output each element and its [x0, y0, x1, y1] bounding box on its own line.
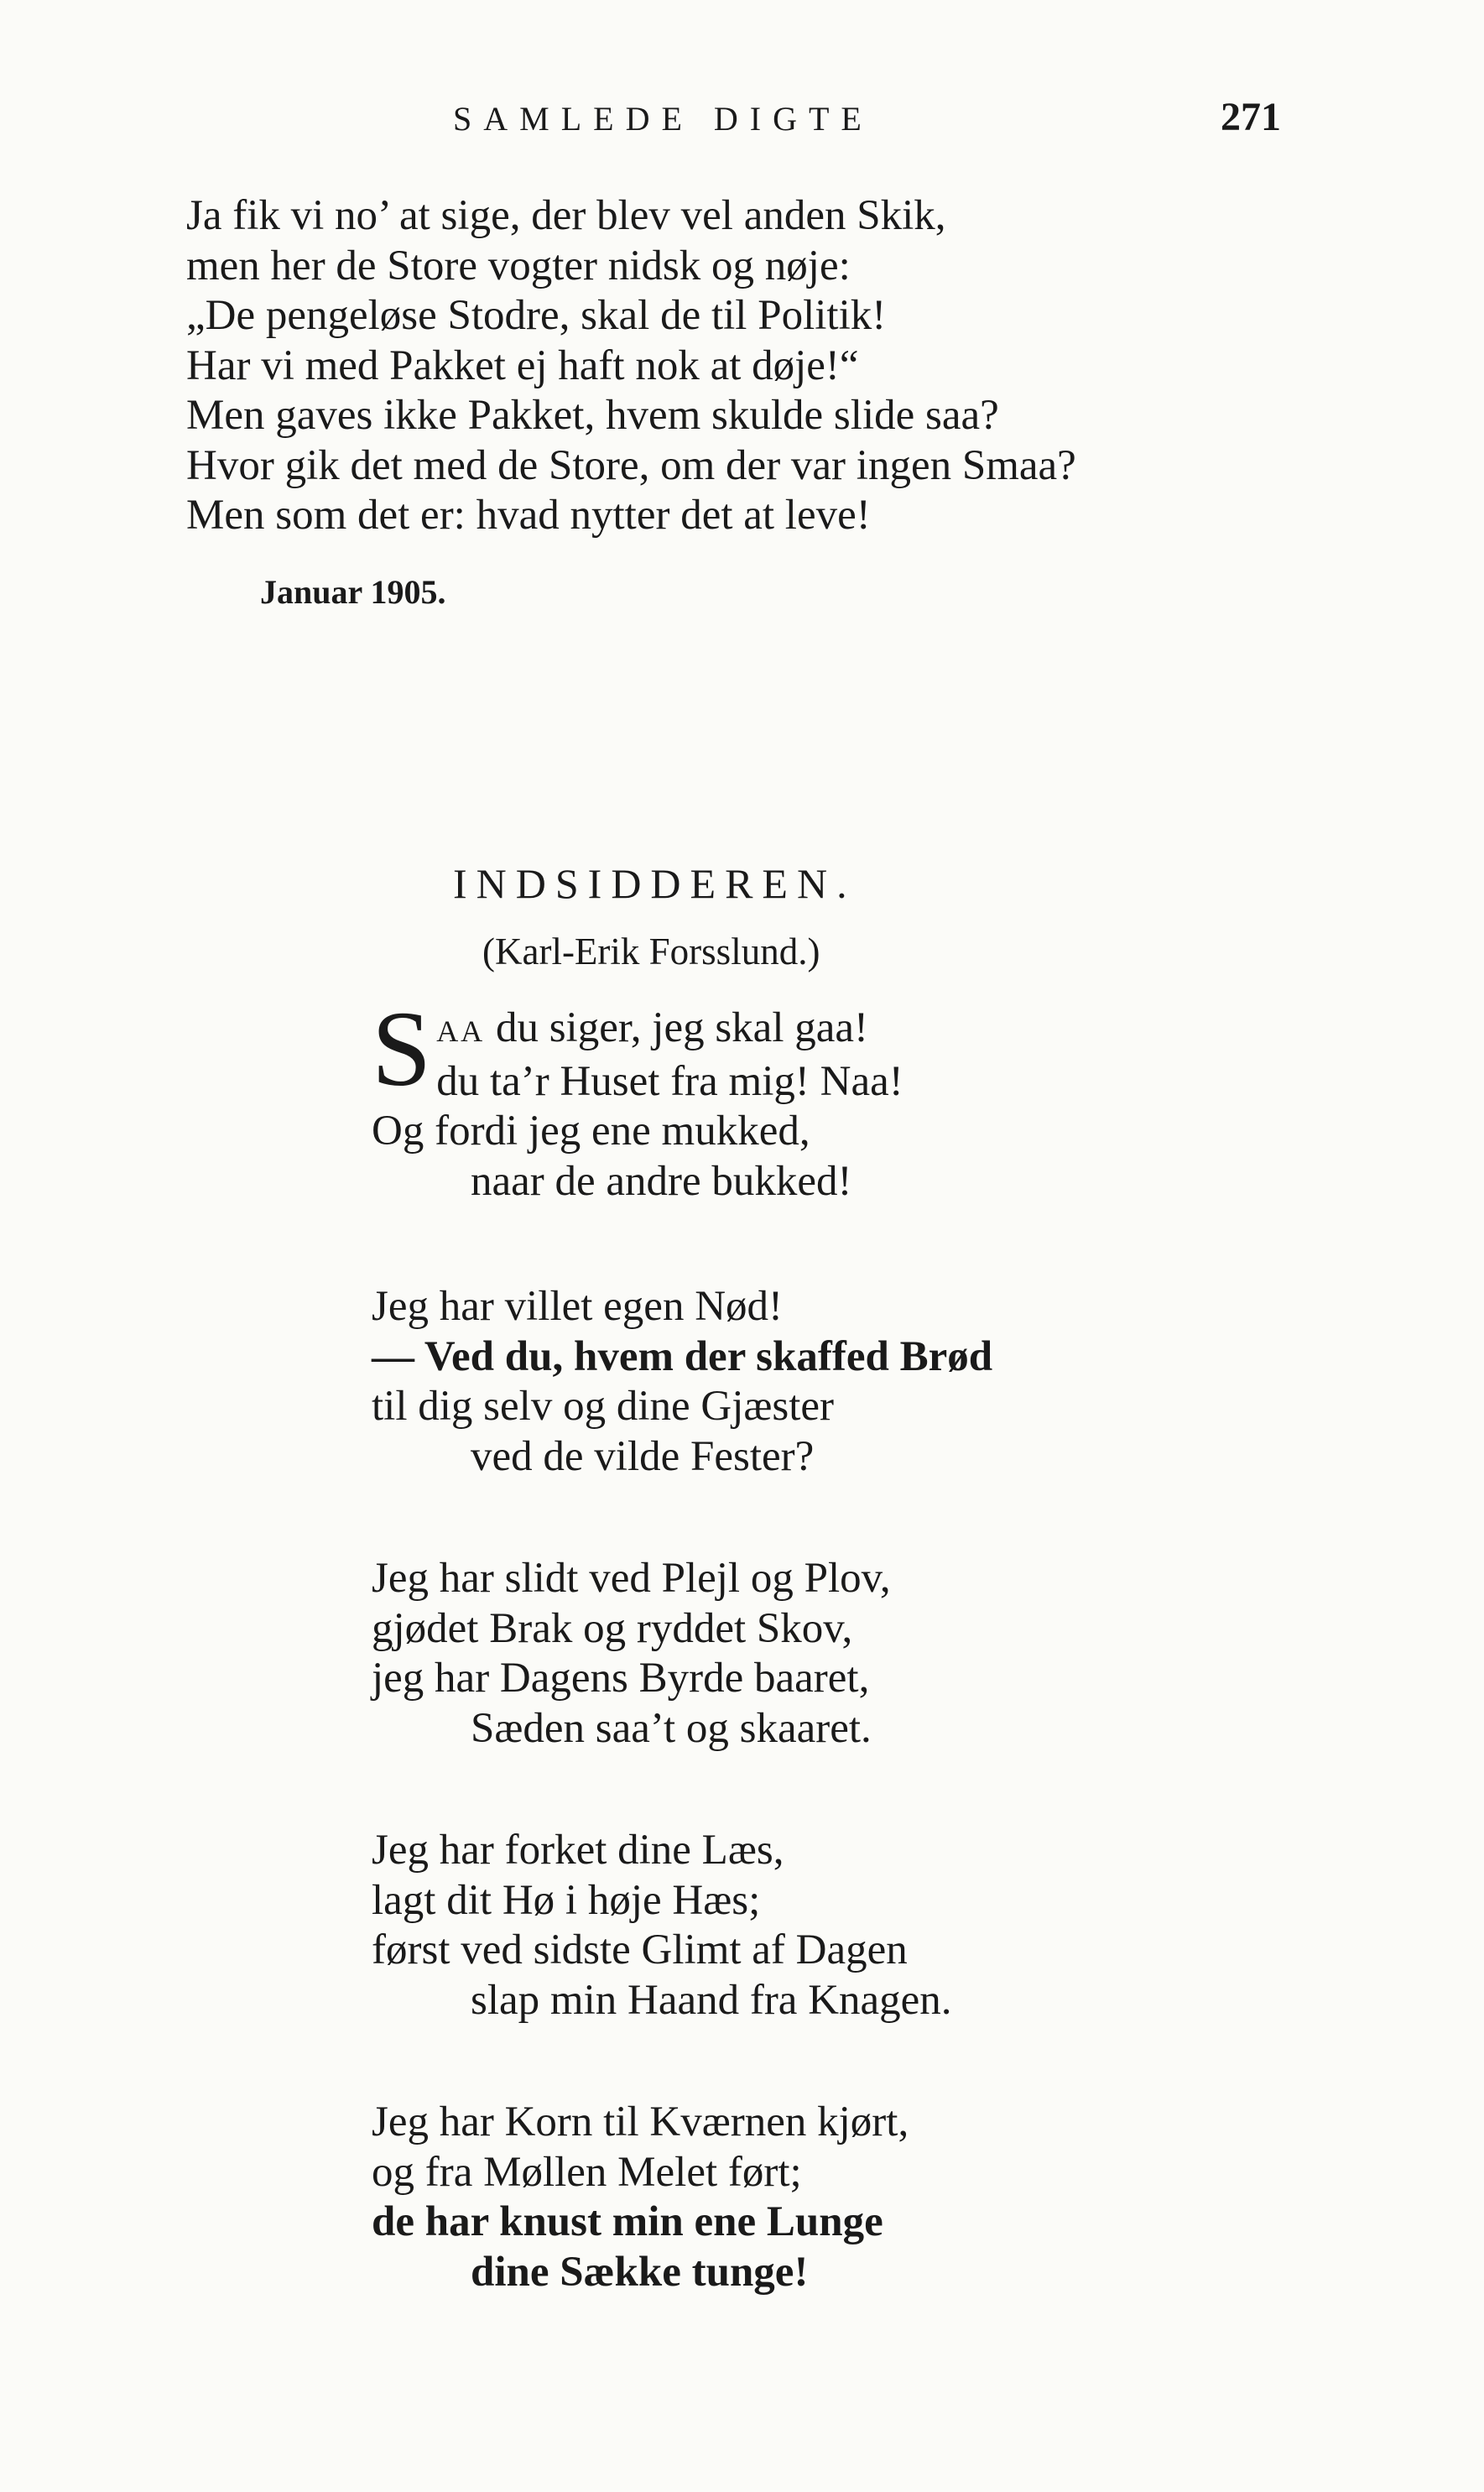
poem-line: Ja fik vi no’ at sige, der blev vel anden Skik, — [186, 192, 946, 239]
poem-line: lagt dit Hø i høje Hæs; — [372, 1876, 761, 1924]
stanza-3 — [372, 1554, 891, 1754]
poem-line: Jeg har slidt ved Plejl og Plov, — [372, 1555, 891, 1602]
poem-line: Og fordi jeg ene mukked, — [372, 1108, 810, 1155]
poem-line: ved de vilde Fester? — [471, 1432, 815, 1480]
poem-line: og fra Møllen Melet ført; — [372, 2148, 802, 2196]
poem-line: Men som det er: hvad nytter det at leve! — [186, 492, 871, 539]
poem-continuation — [186, 191, 1076, 541]
poem-line: du siger, jeg skal gaa! — [495, 1004, 868, 1051]
poem-line: Hvor gik det med de Store, om der var ingen Smaa? — [186, 441, 1076, 489]
poem-line: Jeg har forket dine Læs, — [372, 1827, 784, 1874]
poem-line: jeg har Dagens Byrde baaret, — [372, 1655, 870, 1702]
poem-line: Men gaves ikke Pakket, hvem skulde slide saa? — [186, 392, 999, 439]
poem-line: — Ved du, hvem der skaffed Brød — [372, 1332, 993, 1380]
poem-line: du ta’r Huset fra mig! Naa! — [436, 1057, 903, 1105]
poem-line: gjødet Brak og ryddet Skov, — [372, 1604, 853, 1652]
poem-line: men her de Store vogter nidsk og nøje: — [186, 242, 851, 289]
poem-line: naar de andre bukked! — [471, 1157, 852, 1205]
poem-line: Sæden saa’t og skaaret. — [471, 1704, 872, 1752]
drop-cap: S — [372, 989, 432, 1108]
poem-line: dine Sække tunge! — [471, 2248, 809, 2296]
poem-line: først ved sidste Glimt af Dagen — [372, 1926, 908, 1973]
stanza-1 — [372, 989, 903, 1207]
poem-line: Jeg har villet egen Nød! — [372, 1283, 784, 1330]
poem-line: Jeg har Korn til Kværnen kjørt, — [372, 2098, 909, 2145]
poem-author: (Karl-Erik Forsslund.) — [482, 931, 820, 972]
stanza-4 — [372, 1826, 952, 2025]
header-title: SAMLEDE DIGTE — [453, 100, 873, 138]
poem-line: „De pengeløse Stodre, skal de til Politik! — [186, 292, 887, 339]
poem-date: Januar 1905. — [260, 573, 446, 611]
poem-line: Har vi med Pakket ej haft nok at døje!“ — [186, 341, 859, 389]
poem-line: til dig selv og dine Gjæster — [372, 1383, 835, 1430]
stanza-5 — [372, 2098, 909, 2297]
poem-title: INDSIDDEREN. — [453, 860, 857, 907]
page-number: 271 — [1221, 95, 1281, 139]
poem-line: slap min Haand fra Knagen. — [471, 1976, 952, 2024]
poem-line: de har knust min ene Lunge — [372, 2198, 883, 2245]
stanza-2 — [372, 1282, 992, 1482]
small-caps-text: AA — [436, 1014, 486, 1048]
